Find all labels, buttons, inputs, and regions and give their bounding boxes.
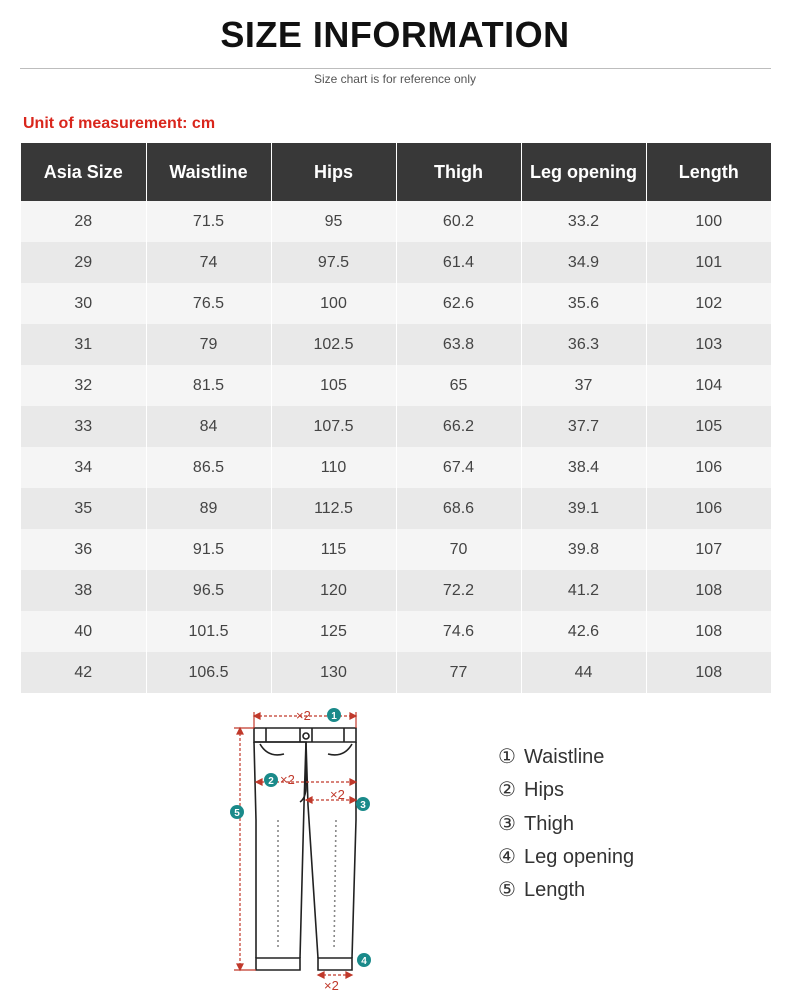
table-cell: 77 [396, 652, 521, 693]
table-cell: 44 [521, 652, 646, 693]
table-cell: 108 [646, 611, 771, 652]
table-cell: 28 [21, 201, 146, 242]
table-cell: 106 [646, 488, 771, 529]
table-cell: 31 [21, 324, 146, 365]
table-cell: 29 [21, 242, 146, 283]
table-cell: 36.3 [521, 324, 646, 365]
table-cell: 35 [21, 488, 146, 529]
table-cell: 61.4 [396, 242, 521, 283]
table-cell: 100 [271, 283, 396, 324]
table-row [21, 611, 771, 652]
table-cell: 91.5 [146, 529, 271, 570]
table-header-row [21, 143, 771, 201]
waist-multiplier-label: ×2 [296, 708, 311, 723]
table-cell: 86.5 [146, 447, 271, 488]
table-cell: 120 [271, 570, 396, 611]
legend-number: ⑤ [498, 879, 516, 902]
table-cell: 41.2 [521, 570, 646, 611]
legend-label: Hips [524, 779, 565, 802]
table-cell: 103 [646, 324, 771, 365]
marker-2-label: 2 [268, 776, 274, 787]
table-cell: 67.4 [396, 447, 521, 488]
table-cell: 74.6 [396, 611, 521, 652]
table-cell: 42 [21, 652, 146, 693]
legend-number: ④ [498, 845, 516, 868]
table-cell: 130 [271, 652, 396, 693]
table-row [21, 406, 771, 447]
table-cell: 39.8 [521, 529, 646, 570]
table-cell: 36 [21, 529, 146, 570]
table-cell: 42.6 [521, 611, 646, 652]
table-cell: 32 [21, 365, 146, 406]
column-header: Length [646, 143, 771, 201]
marker-5-label: 5 [234, 808, 240, 819]
pants-illustration [220, 700, 390, 1000]
table-row [21, 201, 771, 242]
legend-label: Waistline [524, 746, 605, 768]
marker-3-label: 3 [360, 800, 366, 811]
table-cell: 105 [646, 406, 771, 447]
table-cell: 115 [271, 529, 396, 570]
table-cell: 66.2 [396, 406, 521, 447]
unit-label: Unit of measurement: cm [23, 115, 216, 132]
leg-opening-multiplier-label: ×2 [324, 978, 339, 993]
table-cell: 71.5 [146, 201, 271, 242]
table-cell: 38.4 [521, 447, 646, 488]
table-row [21, 324, 771, 365]
legend-number: ① [498, 746, 516, 768]
size-table-body [21, 201, 771, 693]
table-cell: 112.5 [271, 488, 396, 529]
legend-number: ② [498, 779, 516, 802]
table-cell: 62.6 [396, 283, 521, 324]
legend-number: ③ [498, 812, 516, 835]
legend-item-length [498, 877, 634, 910]
table-cell: 89 [146, 488, 271, 529]
table-cell: 106 [646, 447, 771, 488]
table-row [21, 529, 771, 570]
table-cell: 33.2 [521, 201, 646, 242]
table-row [21, 488, 771, 529]
legend-item-hips [498, 777, 634, 810]
table-row [21, 570, 771, 611]
reference-note: Size chart is for reference only [313, 72, 477, 86]
column-header: Hips [271, 143, 396, 201]
table-cell: 34 [21, 447, 146, 488]
table-cell: 63.8 [396, 324, 521, 365]
table-row [21, 365, 771, 406]
column-header: Waistline [146, 143, 271, 201]
column-header: Thigh [396, 143, 521, 201]
table-cell: 60.2 [396, 201, 521, 242]
legend-item-leg-opening [498, 844, 634, 877]
legend-item-thigh [498, 811, 634, 844]
table-cell: 105 [271, 365, 396, 406]
measurement-legend [498, 744, 634, 910]
table-cell: 65 [396, 365, 521, 406]
table-cell: 110 [271, 447, 396, 488]
table-cell: 102.5 [271, 324, 396, 365]
table-cell: 38 [21, 570, 146, 611]
table-cell: 81.5 [146, 365, 271, 406]
page-title: SIZE INFORMATION [220, 14, 570, 55]
column-header: Asia Size [21, 143, 146, 201]
size-table [21, 143, 771, 693]
marker-1-label: 1 [331, 711, 337, 722]
table-cell: 104 [646, 365, 771, 406]
table-cell: 79 [146, 324, 271, 365]
table-cell: 72.2 [396, 570, 521, 611]
legend-label: Length [524, 879, 586, 902]
marker-4-label: 4 [361, 956, 367, 967]
hips-multiplier-label: ×2 [280, 772, 295, 787]
table-cell: 107 [646, 529, 771, 570]
legend-label: Leg opening [524, 845, 635, 868]
table-cell: 37.7 [521, 406, 646, 447]
table-cell: 100 [646, 201, 771, 242]
table-row [21, 447, 771, 488]
table-cell: 108 [646, 570, 771, 611]
table-cell: 76.5 [146, 283, 271, 324]
table-row [21, 283, 771, 324]
table-row [21, 652, 771, 693]
table-cell: 102 [646, 283, 771, 324]
table-cell: 101.5 [146, 611, 271, 652]
table-cell: 84 [146, 406, 271, 447]
table-cell: 35.6 [521, 283, 646, 324]
table-cell: 34.9 [521, 242, 646, 283]
column-header: Leg opening [521, 143, 646, 201]
title-divider [20, 68, 771, 69]
table-cell: 106.5 [146, 652, 271, 693]
table-cell: 96.5 [146, 570, 271, 611]
table-cell: 39.1 [521, 488, 646, 529]
table-cell: 37 [521, 365, 646, 406]
table-cell: 74 [146, 242, 271, 283]
table-cell: 125 [271, 611, 396, 652]
table-cell: 33 [21, 406, 146, 447]
thigh-multiplier-label: ×2 [330, 787, 345, 802]
table-cell: 70 [396, 529, 521, 570]
table-cell: 68.6 [396, 488, 521, 529]
legend-label: Thigh [524, 812, 575, 835]
table-row [21, 242, 771, 283]
table-cell: 101 [646, 242, 771, 283]
table-cell: 108 [646, 652, 771, 693]
table-cell: 95 [271, 201, 396, 242]
legend-item-waistline [498, 744, 634, 777]
table-cell: 30 [21, 283, 146, 324]
table-cell: 40 [21, 611, 146, 652]
pants-diagram [220, 700, 390, 1000]
table-cell: 97.5 [271, 242, 396, 283]
table-cell: 107.5 [271, 406, 396, 447]
